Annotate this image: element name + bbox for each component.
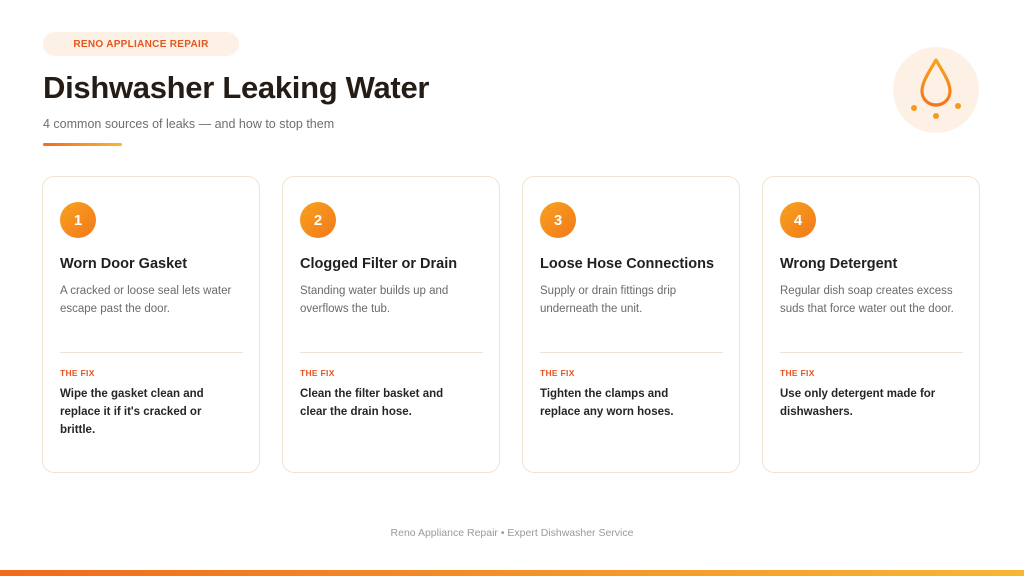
- fix-text: Wipe the gasket clean and replace it if it's cracked or brittle.: [60, 388, 204, 436]
- step-number-badge: 1: [60, 202, 96, 238]
- title-accent-bar: [43, 143, 122, 146]
- card-divider: [780, 352, 963, 353]
- card-title: Loose Hose Connections: [540, 256, 715, 272]
- fix-text: Tighten the clamps and replace any worn hoses.: [540, 388, 674, 418]
- page-subtitle: 4 common sources of leaks — and how to stop them: [43, 117, 335, 131]
- fix-label: THE FIX: [540, 368, 575, 378]
- card-description: Supply or drain fittings drip underneath the unit.: [540, 285, 677, 315]
- bottom-accent-bar: [0, 570, 1024, 576]
- brand-badge: RENO APPLIANCE REPAIR: [43, 32, 239, 56]
- card-description: Standing water builds up and overflows the tub.: [300, 285, 449, 315]
- cause-card: [42, 176, 260, 473]
- card-description: Regular dish soap creates excess suds that force water out the door.: [780, 285, 954, 315]
- fix-text: Use only detergent made for dishwashers.: [780, 388, 936, 418]
- card-divider: [540, 352, 723, 353]
- card-divider: [60, 352, 243, 353]
- footer-text: Reno Appliance Repair • Expert Dishwasher Service: [390, 527, 634, 539]
- card-title: Wrong Detergent: [780, 256, 898, 272]
- cause-card: [282, 176, 500, 473]
- card-title: Clogged Filter or Drain: [300, 256, 458, 272]
- step-number-badge: 3: [540, 202, 576, 238]
- fix-label: THE FIX: [300, 368, 335, 378]
- page-title: Dishwasher Leaking Water: [43, 70, 430, 105]
- fix-text: Clean the filter basket and clear the drain hose.: [300, 388, 444, 418]
- step-number-badge: 2: [300, 202, 336, 238]
- card-title: Worn Door Gasket: [60, 256, 188, 272]
- step-number-badge: 4: [780, 202, 816, 238]
- fix-label: THE FIX: [60, 368, 95, 378]
- card-divider: [300, 352, 483, 353]
- cause-card: [762, 176, 980, 473]
- water-drop-icon: [893, 47, 979, 133]
- cause-card: [522, 176, 740, 473]
- fix-label: THE FIX: [780, 368, 815, 378]
- card-description: A cracked or loose seal lets water escape past the door.: [60, 285, 232, 315]
